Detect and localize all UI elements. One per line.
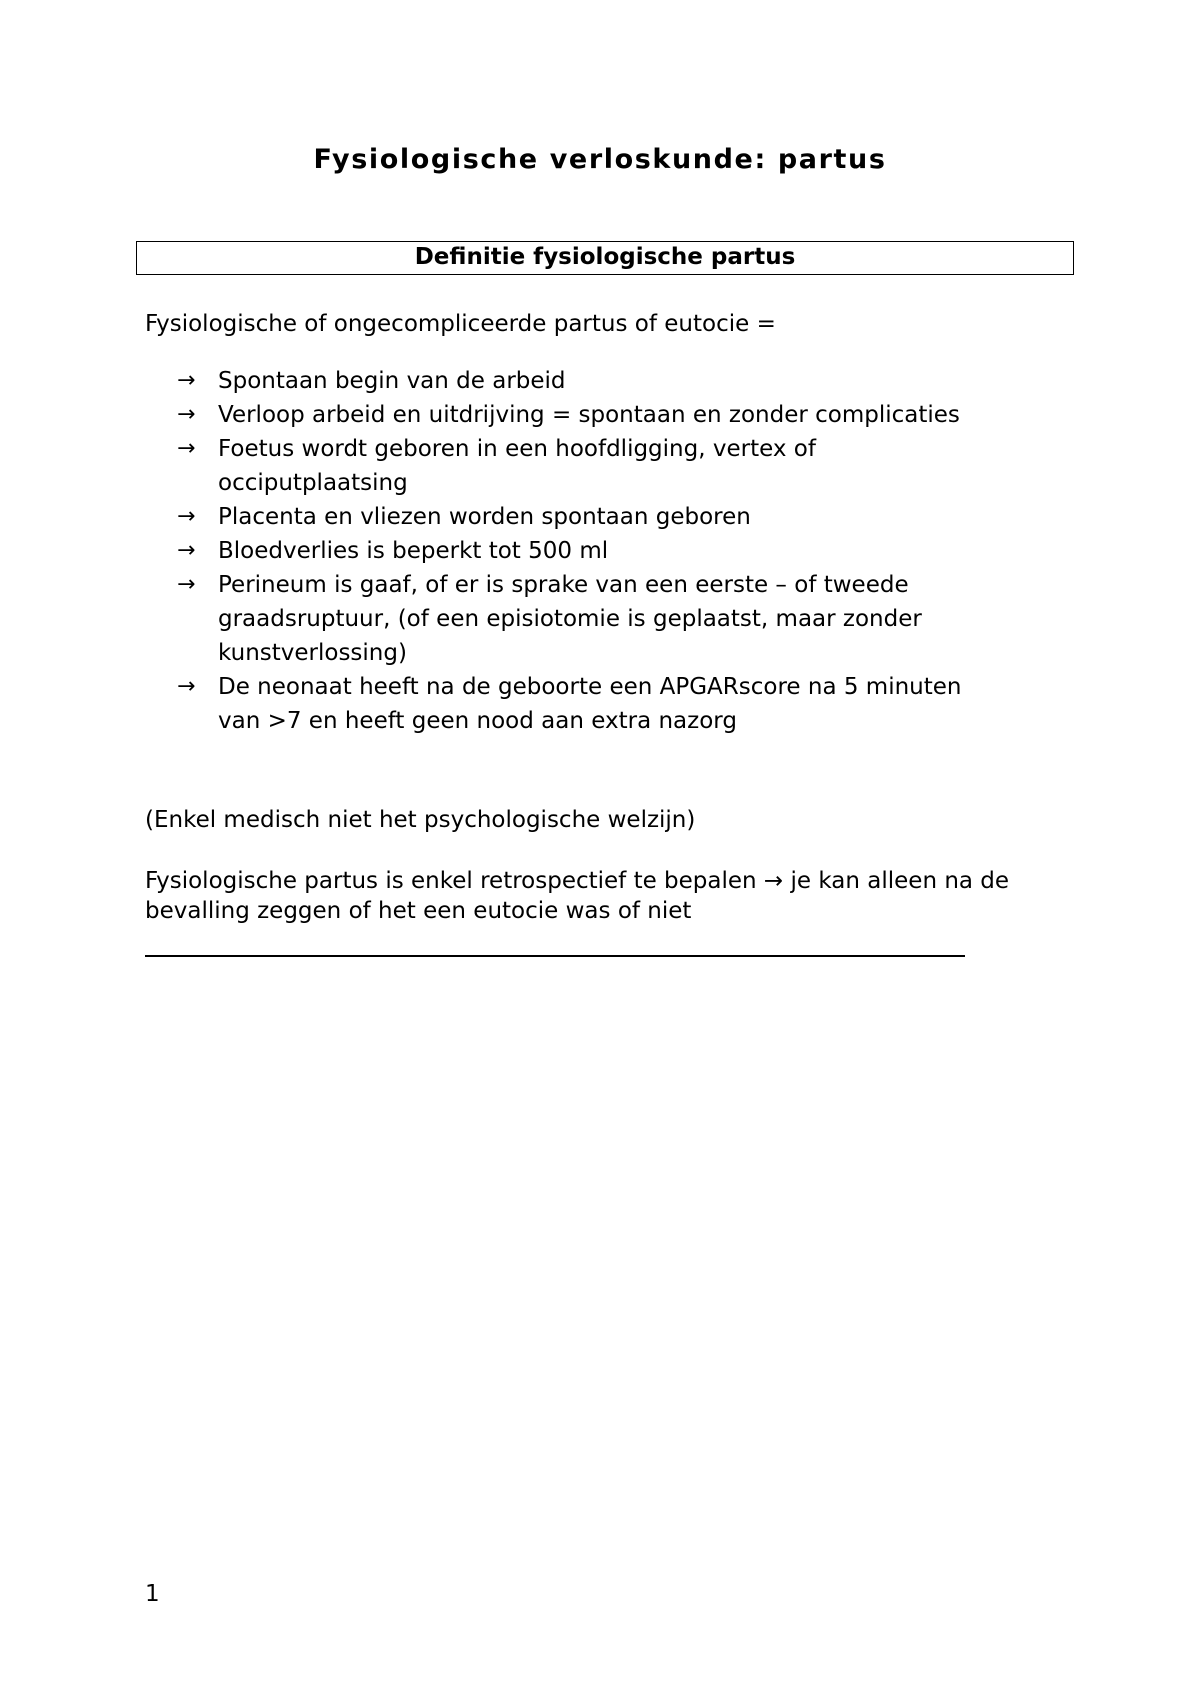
arrow-right-icon: → [177,674,196,699]
conclusion-text: Fysiologische partus is enkel retrospectief te bepalen → je kan alleen na de bevalling zeggen of het een eutocie was of niet [145,868,1010,924]
list-item [177,670,997,738]
list-item-text: Foetus wordt geboren in een hoofdligging, vertex of occiputplaatsing [218,436,816,496]
section-heading-box: Definitie fysiologische partus [136,241,1074,275]
list-item [177,364,997,398]
list-item [177,432,997,500]
bullet-list [177,364,997,738]
arrow-right-icon: → [177,368,196,393]
list-item [177,568,997,670]
list-item-text: Placenta en vliezen worden spontaan geboren [218,504,751,530]
list-item [177,398,997,432]
list-item [177,534,997,568]
arrow-right-icon: → [177,504,196,529]
list-item-text: Perineum is gaaf, of er is sprake van een eerste – of tweede graadsruptuur, (of een episiotomie is geplaatst, maar zonder kunstverlossing) [218,572,922,666]
page-number: 1 [145,1581,160,1607]
list-item-text: De neonaat heeft na de geboorte een APGARscore na 5 minuten van >7 en heeft geen nood aan extra nazorg [218,674,962,734]
note-text: (Enkel medisch niet het psychologische welzijn) [145,807,696,833]
list-item-text: Spontaan begin van de arbeid [218,368,566,394]
list-item-text: Verloop arbeid en uitdrijving = spontaan en zonder complicaties [218,402,960,428]
arrow-right-icon: → [177,436,196,461]
list-item-text: Bloedverlies is beperkt tot 500 ml [218,538,609,564]
arrow-right-icon: → [177,572,196,597]
arrow-right-icon: → [177,402,196,427]
list-item [177,500,997,534]
page-title: Fysiologische verloskunde: partus [313,144,887,175]
arrow-right-icon: → [177,538,196,563]
intro-text: Fysiologische of ongecompliceerde partus of eutocie = [145,311,776,337]
horizontal-divider [145,955,965,957]
